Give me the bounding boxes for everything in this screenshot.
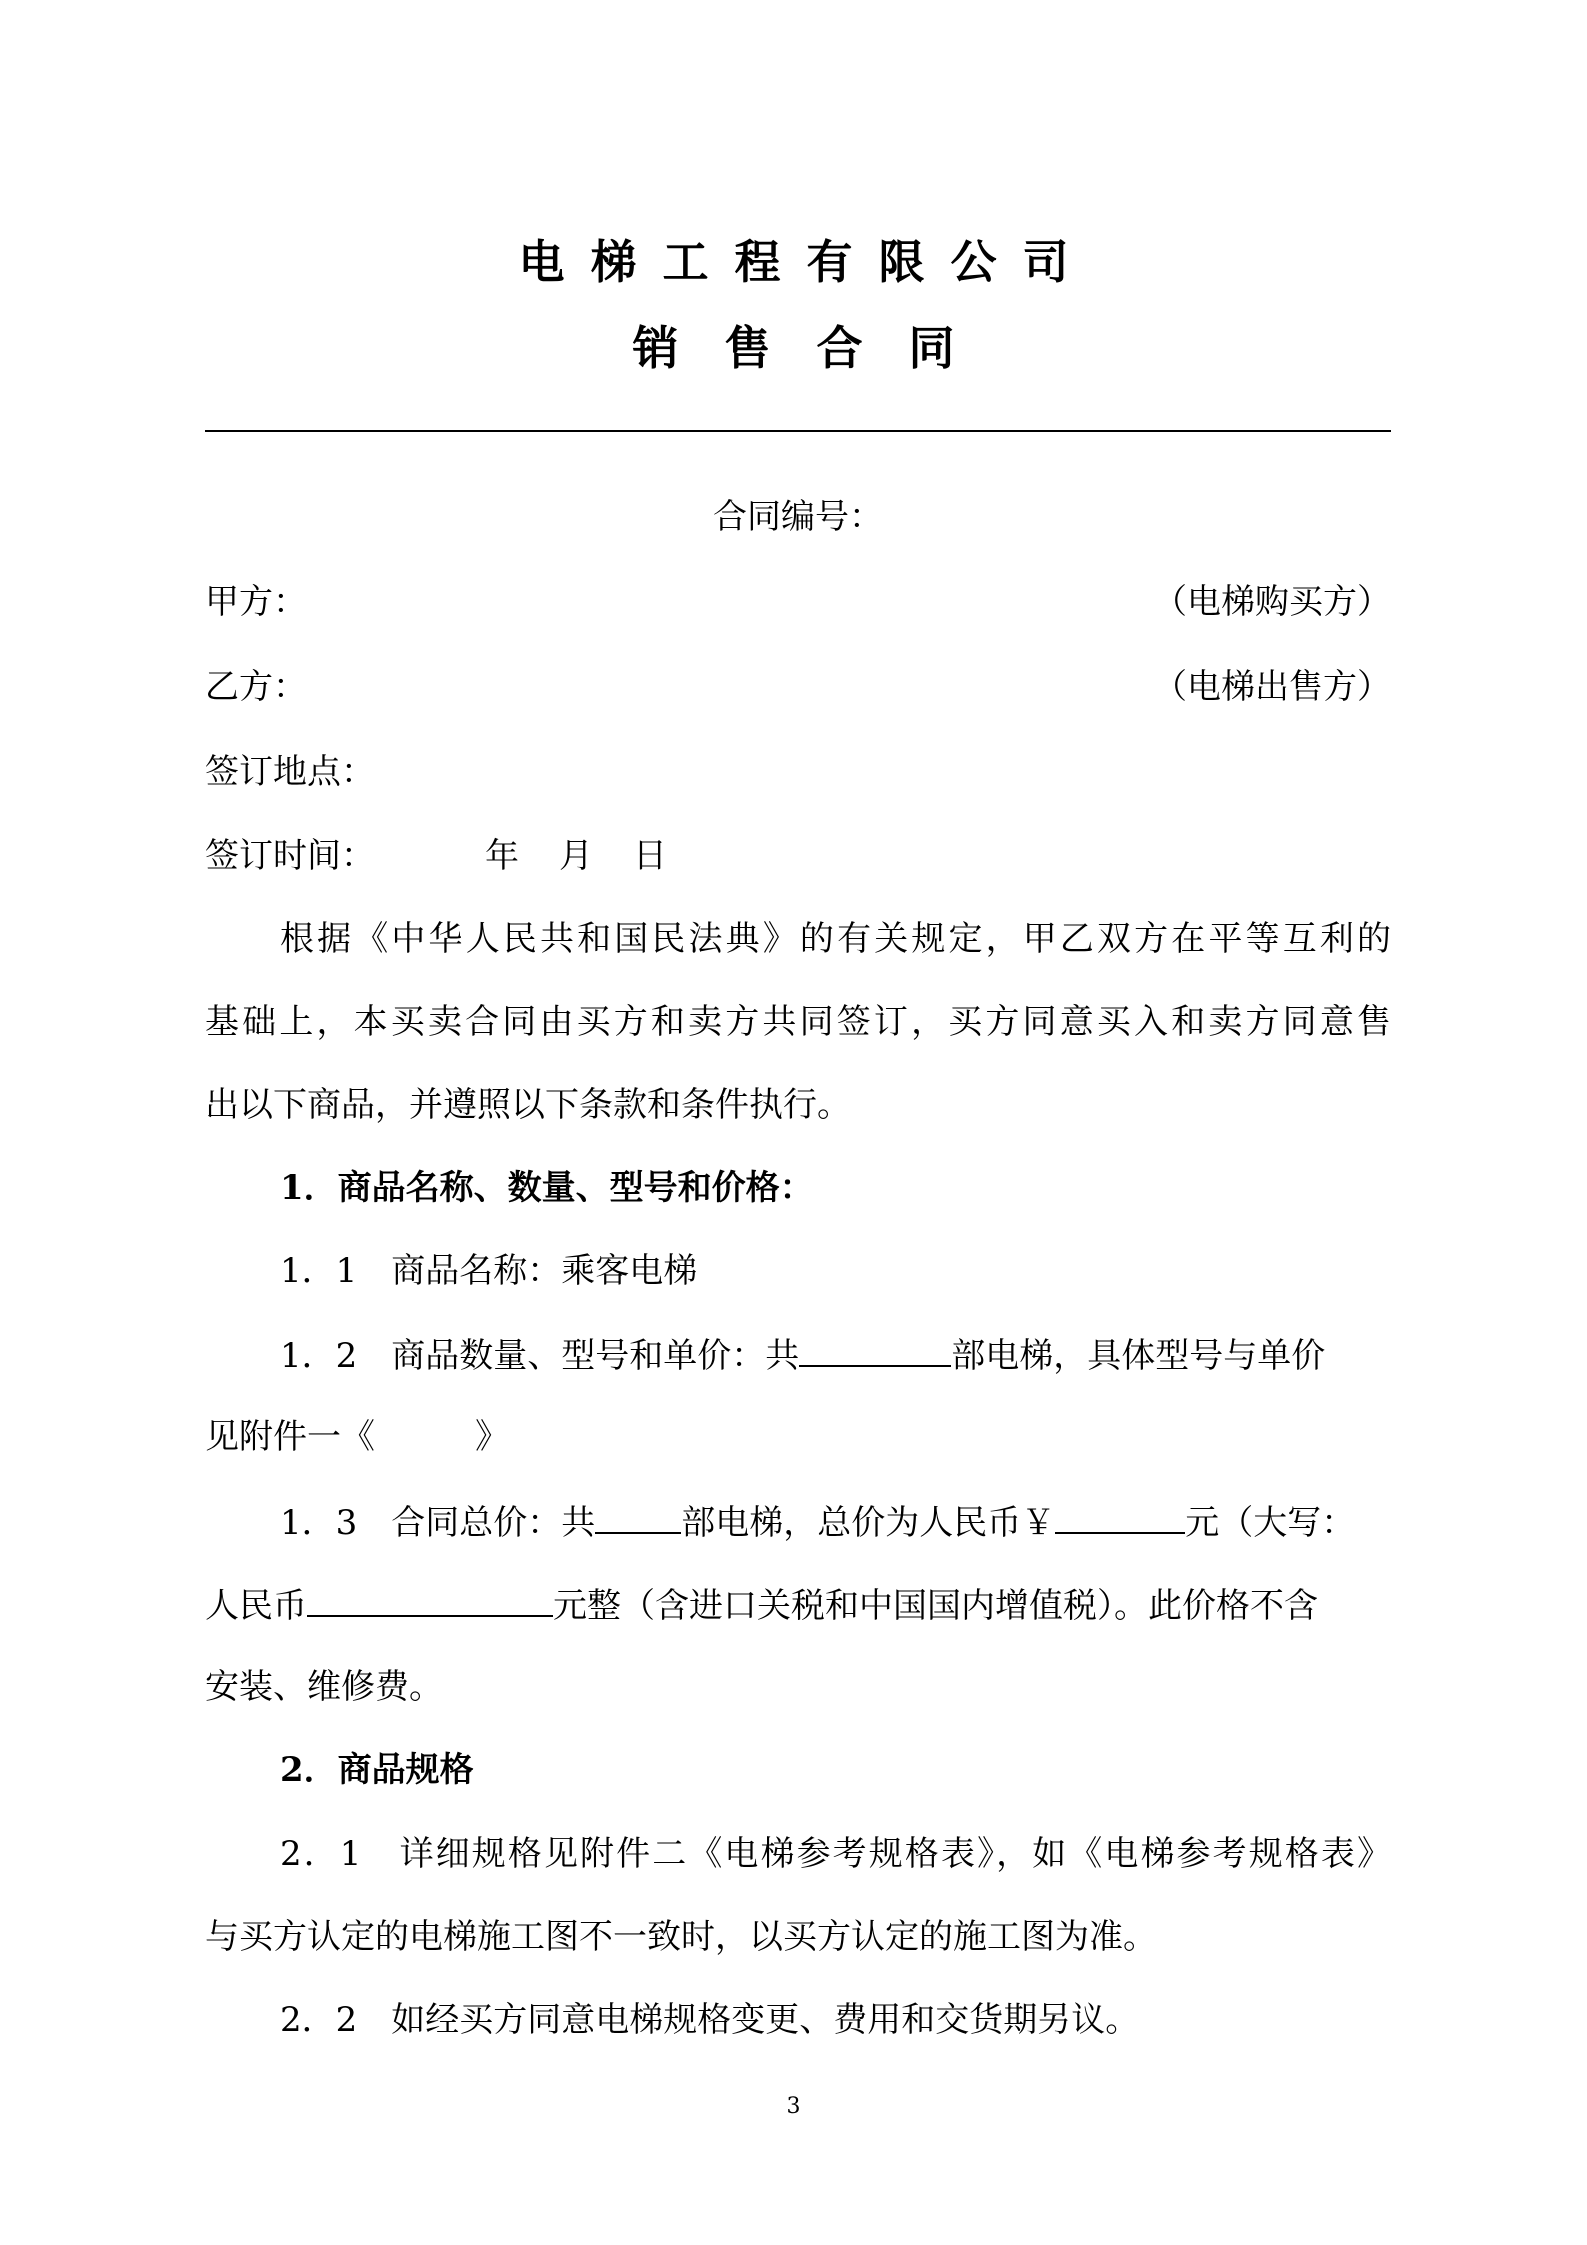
section-1-2-line-1: 1．2 商品数量、型号和单价：共 部电梯，具体型号与单价 — [205, 1329, 1391, 1381]
section-1-3-line-1: 1．3 合同总价：共 部电梯，总价为人民币￥ 元（大写： — [205, 1496, 1391, 1548]
section-1-3-line-3: 安装、维修费。 — [205, 1667, 443, 1707]
section-1-2-line-2: 见附件一《 》 — [205, 1417, 509, 1457]
party-a-role: （电梯购买方） — [1153, 582, 1391, 622]
party-a-line — [205, 577, 1391, 627]
section-2-heading: 2．商品规格 — [280, 1750, 474, 1790]
party-b-label: 乙方： — [205, 667, 307, 707]
section-2-1-line-1: 2．1 详细规格见附件二《电梯参考规格表》，如《电梯参考规格表》 — [280, 1834, 1391, 1874]
intro-line-1: 根据《中华人民共和国民法典》的有关规定，甲乙双方在平等互利的 — [280, 919, 1391, 959]
contract-number: 合同编号： — [713, 497, 883, 537]
document-title: 销售合同 — [632, 321, 1001, 375]
section-2-1-line-2: 与买方认定的电梯施工图不一致时，以买方认定的施工图为准。 — [205, 1917, 1157, 1957]
intro-line-3: 出以下商品，并遵照以下条款和条件执行。 — [205, 1085, 851, 1125]
amount-in-words-blank — [307, 1579, 553, 1617]
title-divider — [205, 430, 1391, 432]
page-number: 3 — [786, 2094, 801, 2119]
party-b-role: （电梯出售方） — [1153, 667, 1391, 707]
party-b-line — [205, 662, 1391, 712]
section-1-3-line-2: 人民币 元整（含进口关税和中国国内增值税）。此价格不含 — [205, 1579, 1391, 1631]
sign-time-month: 月 — [559, 836, 593, 876]
company-name: 电梯工程有限公司 — [518, 235, 1095, 289]
intro-line-2: 基础上，本买卖合同由买方和卖方共同签订，买方同意买入和卖方同意售 — [205, 1002, 1391, 1042]
section-1-1: 1．1 商品名称：乘客电梯 — [280, 1251, 698, 1291]
section-1-heading: 1．商品名称、数量、型号和价格： — [280, 1168, 814, 1208]
sign-time-year: 年 — [485, 836, 519, 876]
section-2-2: 2．2 如经买方同意电梯规格变更、费用和交货期另议。 — [280, 2000, 1140, 2040]
party-a-label: 甲方： — [205, 582, 307, 622]
total-price-blank — [1055, 1496, 1185, 1534]
sign-place: 签订地点： — [205, 752, 375, 792]
sign-time-label: 签订时间： — [205, 836, 375, 876]
units-blank — [595, 1496, 681, 1534]
quantity-blank — [799, 1329, 951, 1367]
sign-time-line — [205, 831, 1391, 881]
sign-time-day: 日 — [633, 836, 667, 876]
